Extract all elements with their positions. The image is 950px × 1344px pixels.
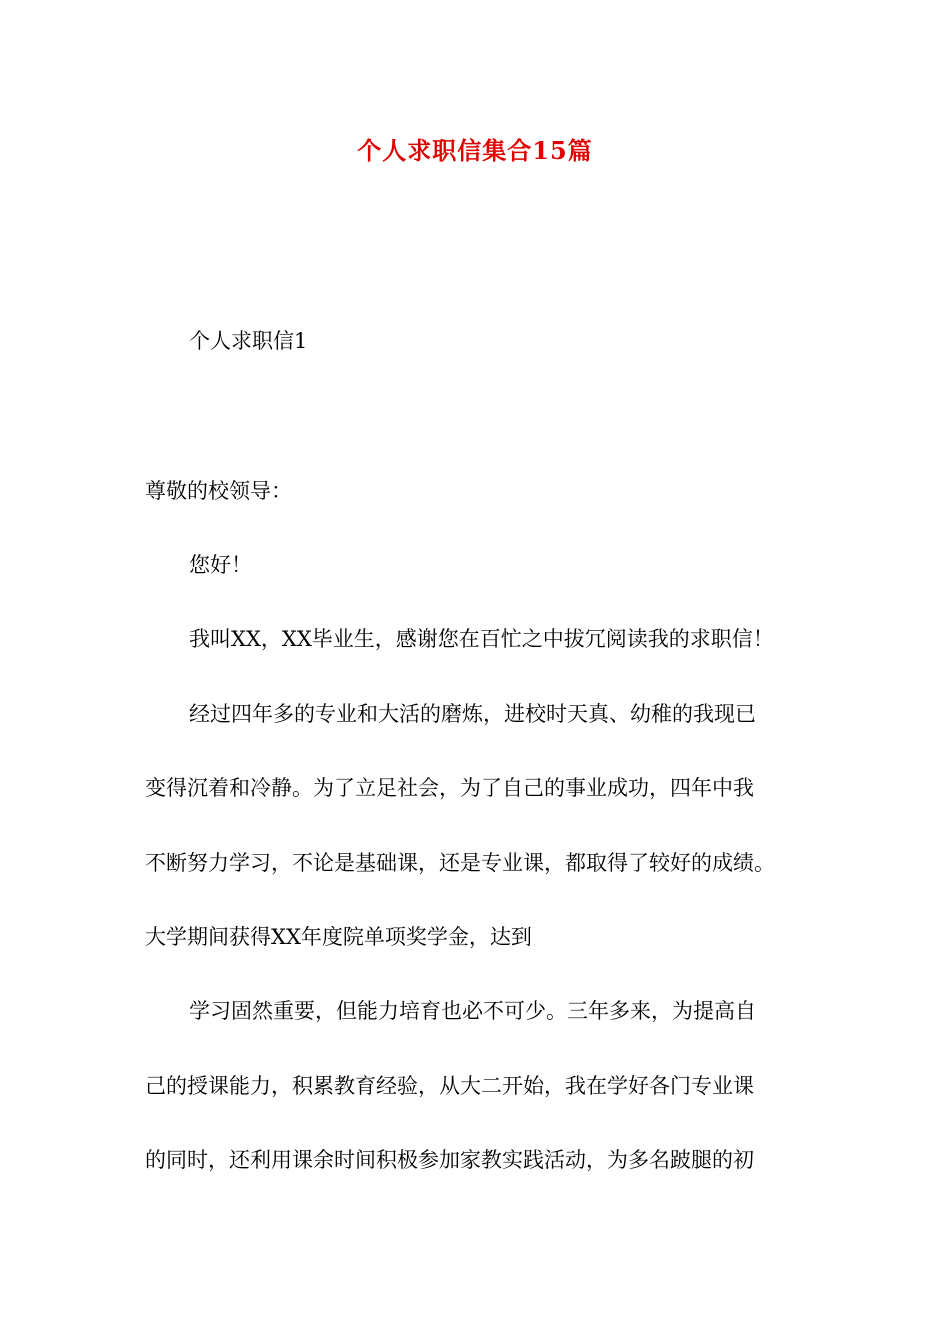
body-line: 经过四年多的专业和大活的磨炼，进校时天真、幼稚的我现已 bbox=[189, 702, 756, 726]
document-title: 个人求职信集合15篇 bbox=[357, 136, 593, 165]
body-line: 的同时，还利用课余时间积极参加家教实践活动，为多名跛腿的初 bbox=[145, 1148, 754, 1172]
body-line: 变得沉着和冷静。为了立足社会，为了自己的事业成功，四年中我 bbox=[145, 776, 754, 800]
greeting: 您好！ bbox=[189, 553, 252, 577]
body-line: 不断努力学习，不论是基础课，还是专业课，都取得了较好的成绩。 bbox=[145, 851, 775, 875]
salutation: 尊敬的校领导： bbox=[145, 479, 292, 503]
body-line: 我叫XX，XX毕业生，感谢您在百忙之中拔冗阅读我的求职信！ bbox=[189, 627, 774, 651]
body-line: 大学期间获得XX年度院单项奖学金，达到 bbox=[145, 925, 532, 949]
section-heading: 个人求职信1 bbox=[189, 329, 308, 353]
body-line: 学习固然重要，但能力培育也必不可少。三年多来，为提高自 bbox=[189, 999, 756, 1023]
body-line: 己的授课能力，积累教育经验，从大二开始，我在学好各门专业课 bbox=[145, 1074, 754, 1098]
